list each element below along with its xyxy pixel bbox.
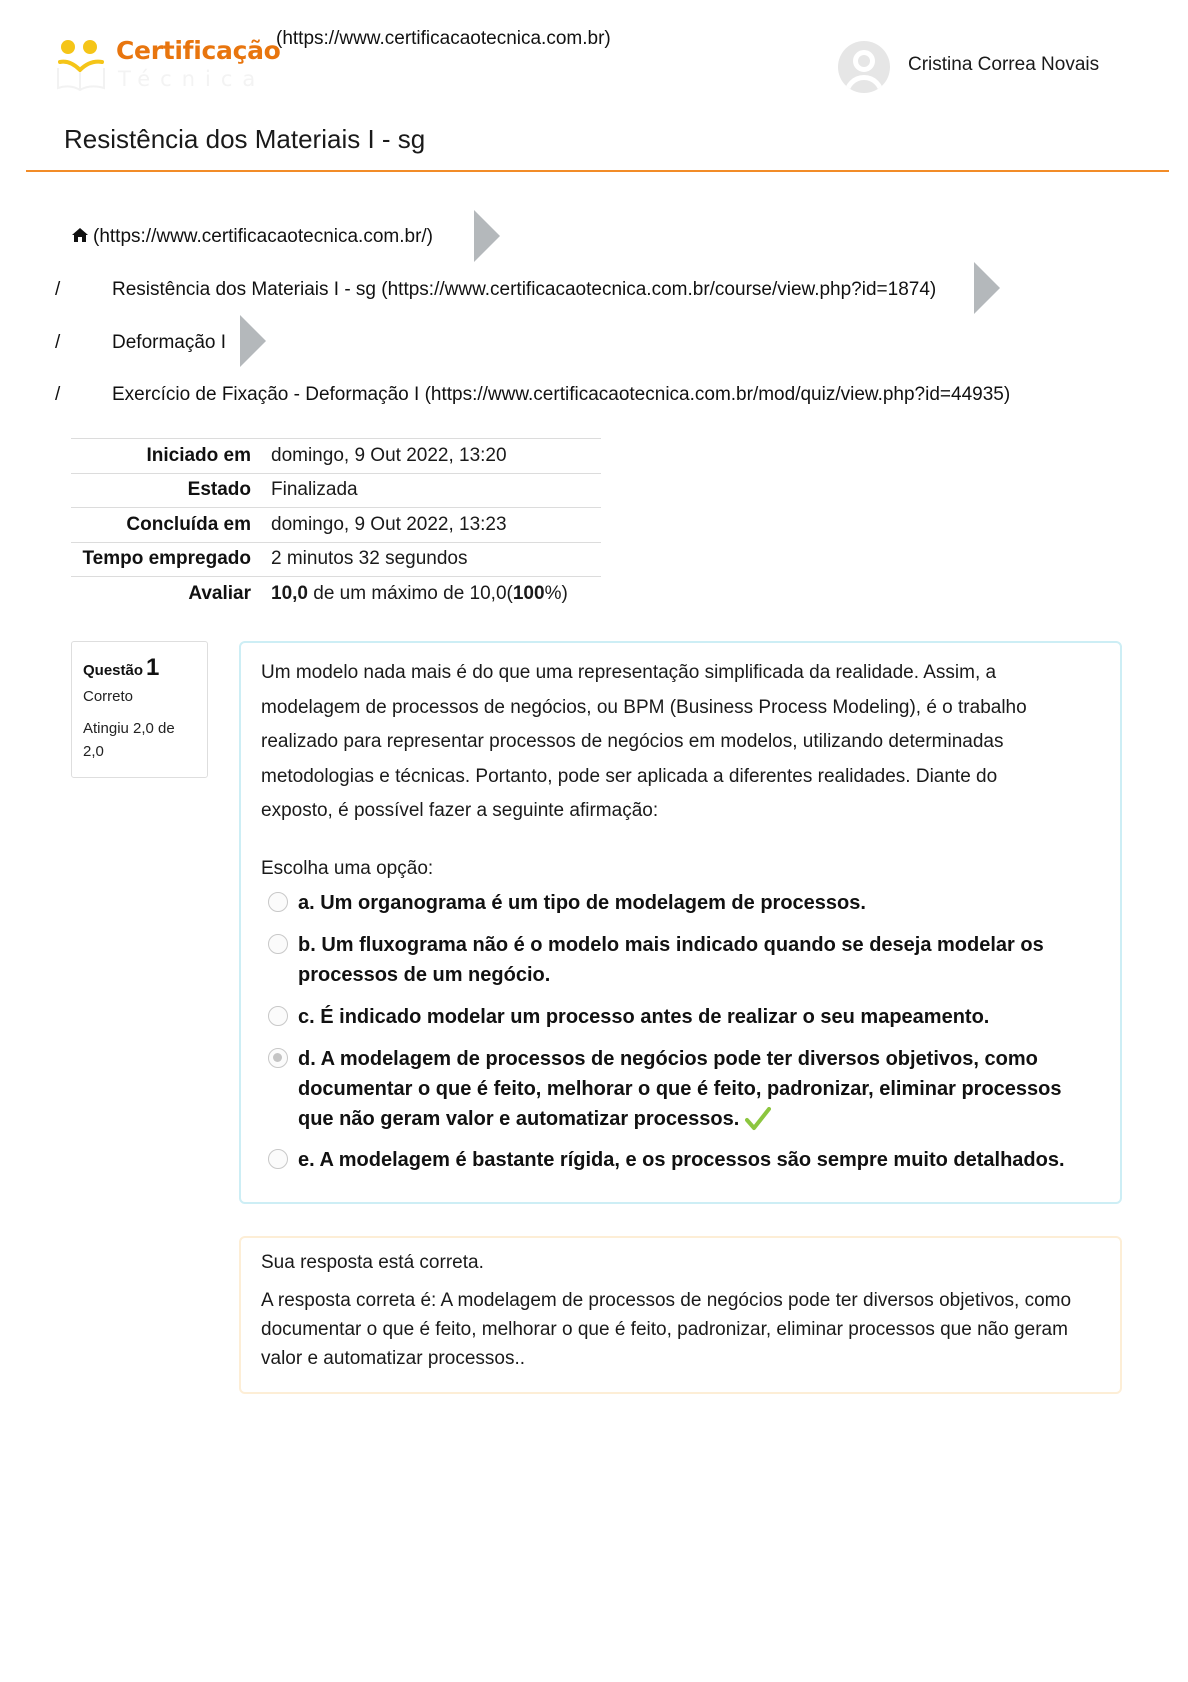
grade-percent: 100 <box>512 583 545 604</box>
radio-button[interactable] <box>268 1149 288 1169</box>
radio-button-selected[interactable] <box>268 1048 288 1068</box>
logo-mark-icon <box>56 36 106 94</box>
summary-grade-value <box>271 577 601 612</box>
summary-key: Iniciado em <box>146 444 251 466</box>
avatar[interactable] <box>838 41 890 93</box>
correct-check-icon <box>745 1107 771 1131</box>
logo-subtitle: Técnica <box>118 67 266 91</box>
radio-button[interactable] <box>268 934 288 954</box>
page-title: Resistência dos Materiais I - sg <box>64 124 426 154</box>
breadcrumb-arrow-icon <box>974 262 1000 314</box>
feedback-result: Sua resposta está correta. <box>261 1252 484 1273</box>
radio-button[interactable] <box>268 892 288 912</box>
option-label: a. Um organograma é um tipo de modelagem de processos. <box>298 892 866 914</box>
summary-row <box>71 542 601 577</box>
option-label: b. Um fluxograma não é o modelo mais indicado quando se deseja modelar os processos de um negócio. <box>298 934 1044 986</box>
breadcrumb-item-quiz[interactable]: Exercício de Fixação - Deformação I (https://www.certificacaotecnica.com.br/mod/quiz/view.php?id=44935) <box>112 384 1011 405</box>
breadcrumb-arrow-icon <box>474 210 500 262</box>
summary-value: domingo, 9 Out 2022, 13:20 <box>271 444 507 466</box>
summary-value: 2 minutos 32 segundos <box>271 548 468 570</box>
summary-row-grade <box>71 577 601 612</box>
header-divider <box>26 170 1169 172</box>
answer-option-c[interactable] <box>268 1002 1088 1032</box>
question-status: Correto <box>83 688 134 705</box>
option-label: e. A modelagem é bastante rígida, e os processos são sempre muito detalhados. <box>298 1149 1065 1171</box>
site-logo[interactable] <box>56 36 281 94</box>
question-number-value: 1 <box>146 654 160 681</box>
question-number: Questão 1 <box>83 654 160 681</box>
summary-row <box>71 508 601 543</box>
breadcrumb-item-home[interactable] <box>71 226 433 248</box>
grade-suffix: %) <box>544 583 568 604</box>
site-url-link[interactable]: (https://www.certificacaotecnica.com.br) <box>276 28 611 49</box>
question-info-panel <box>71 641 208 778</box>
summary-key: Estado <box>187 479 251 501</box>
question-grade: Atingiu 2,0 de 2,0 <box>83 720 175 760</box>
home-icon <box>71 227 89 243</box>
option-label-wrap <box>268 1044 1088 1134</box>
breadcrumb-item-section[interactable]: Deformação I <box>112 332 227 353</box>
summary-row <box>71 439 601 474</box>
summary-value: domingo, 9 Out 2022, 13:23 <box>271 513 507 535</box>
summary-key: Avaliar <box>188 583 251 604</box>
breadcrumb-item-course[interactable]: Resistência dos Materiais I - sg (https://www.certificacaotecnica.com.br/course/view.php?id=1874) <box>112 279 937 300</box>
radio-button[interactable] <box>268 1006 288 1026</box>
breadcrumb-separator: / <box>55 332 61 353</box>
summary-key: Concluída em <box>126 513 251 535</box>
question-text: Um modelo nada mais é do que uma representação simplificada da realidade. Assim, a modelagem de processos de negócios, ou BPM (Business Process Modeling), é o trabalho realizado para representar processos de negócios em modelos, utilizando determinadas metodologias e técnicas. Portanto, pode ser aplicada a diferentes realidades. Diante do exposto, é possível fazer a seguinte afirmação: <box>261 662 1027 821</box>
answer-option-b[interactable] <box>268 930 1088 990</box>
breadcrumb-separator: / <box>55 384 61 405</box>
breadcrumb-arrow-icon <box>240 315 266 367</box>
summary-key: Tempo empregado <box>82 548 251 570</box>
option-label: c. É indicado modelar um processo antes de realizar o seu mapeamento. <box>298 1006 990 1028</box>
user-name[interactable]: Cristina Correa Novais <box>908 54 1100 75</box>
answer-option-a[interactable] <box>268 888 1088 918</box>
logo-wordmark: Certificação <box>116 36 281 65</box>
breadcrumb-separator: / <box>55 279 61 300</box>
breadcrumb-home-label: (https://www.certificacaotecnica.com.br/) <box>93 226 433 247</box>
feedback-correct-answer: A resposta correta é: A modelagem de processos de negócios pode ter diversos objetivos, como documentar o que é feito, melhorar o que é feito, padronizar, eliminar processos que não geram valor e automatizar processos.. <box>261 1290 1072 1369</box>
summary-value: Finalizada <box>271 479 358 501</box>
answer-option-e[interactable] <box>268 1145 1088 1175</box>
answer-prompt: Escolha uma opção: <box>261 858 434 879</box>
grade-middle: de um máximo de 10,0( <box>307 583 513 604</box>
summary-row <box>71 473 601 508</box>
grade-score: 10,0 <box>271 583 308 604</box>
answer-option-d[interactable] <box>268 1044 1088 1134</box>
attempt-summary-table <box>71 438 601 611</box>
option-label: d. A modelagem de processos de negócios pode ter diversos objetivos, como documentar o que é feito, melhorar o que é feito, padronizar, eliminar processos que não geram valor e automatizar processos. <box>298 1048 1062 1130</box>
